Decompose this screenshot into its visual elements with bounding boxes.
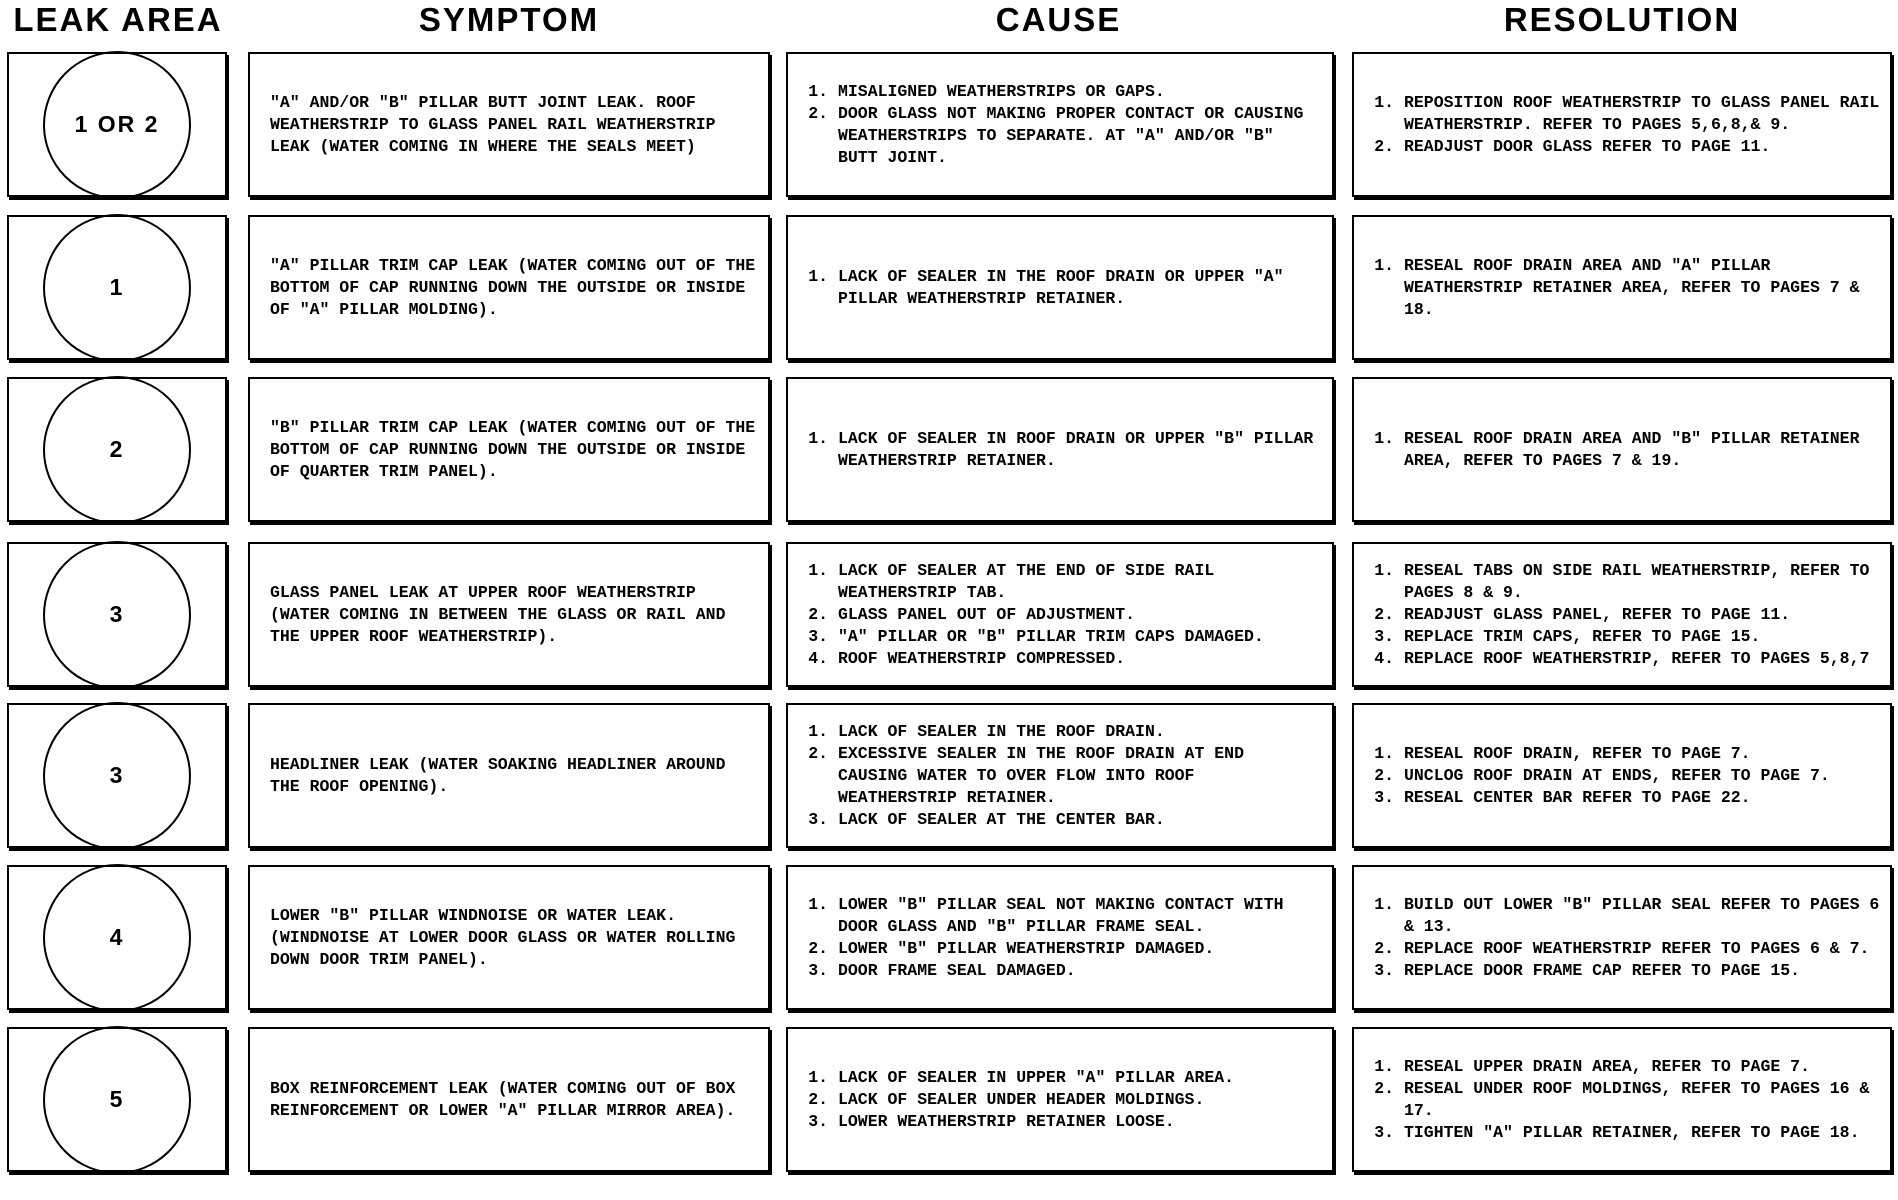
symptom-text: "A" PILLAR TRIM CAP LEAK (WATER COMING OUT OF THE BOTTOM OF CAP RUNNING DOWN THE OUTSIDE OR INSIDE OF "A" PILLAR MOLDING). (270, 255, 766, 319)
cause-item: 3. "A" PILLAR OR "B" PILLAR TRIM CAPS DAMAGED. (838, 626, 1322, 648)
resolution-list (1374, 92, 1880, 158)
cause-cell (786, 377, 1334, 522)
cause-cell (786, 215, 1334, 360)
cause-cell (786, 542, 1334, 687)
resolution-item: 1. RESEAL ROOF DRAIN, REFER TO PAGE 7. (1404, 743, 1830, 765)
resolution-item: 2. READJUST DOOR GLASS REFER TO PAGE 11. (1404, 136, 1880, 158)
resolution-cell (1352, 52, 1892, 197)
leak-area-circle: 3 (43, 702, 191, 850)
resolution-item: 4. REPLACE ROOF WEATHERSTRIP, REFER TO PAGES 5,8,7 (1404, 648, 1880, 670)
cause-list (808, 1067, 1234, 1133)
cause-item: 3. LOWER WEATHERSTRIP RETAINER LOOSE. (838, 1111, 1234, 1133)
resolution-item: 3. REPLACE DOOR FRAME CAP REFER TO PAGE 15. (1404, 960, 1880, 982)
cause-item: 2. EXCESSIVE SEALER IN THE ROOF DRAIN AT END CAUSING WATER TO OVER FLOW INTO ROOF WEATHERSTRIP RETAINER. (838, 743, 1322, 809)
symptom-text: "B" PILLAR TRIM CAP LEAK (WATER COMING OUT OF THE BOTTOM OF CAP RUNNING DOWN THE OUTSIDE OR INSIDE OF QUARTER TRIM PANEL). (270, 417, 766, 481)
symptom-text: GLASS PANEL LEAK AT UPPER ROOF WEATHERSTRIP (WATER COMING IN BETWEEN THE GLASS OR RAIL AND THE UPPER ROOF WEATHERSTRIP). (270, 582, 736, 646)
resolution-list (1374, 894, 1880, 982)
resolution-list (1374, 428, 1880, 472)
symptom-cell (248, 542, 770, 687)
resolution-item: 2. READJUST GLASS PANEL, REFER TO PAGE 11. (1404, 604, 1880, 626)
leak-area-cell (7, 52, 227, 197)
cause-item: 3. LACK OF SEALER AT THE CENTER BAR. (838, 809, 1322, 831)
leak-area-cell (7, 865, 227, 1010)
resolution-item: 1. RESEAL TABS ON SIDE RAIL WEATHERSTRIP, REFER TO PAGES 8 & 9. (1404, 560, 1880, 604)
resolution-item: 1. BUILD OUT LOWER "B" PILLAR SEAL REFER TO PAGES 6 & 13. (1404, 894, 1880, 938)
symptom-cell (248, 1027, 770, 1172)
cause-list (808, 428, 1322, 472)
leak-area-circle: 3 (43, 541, 191, 689)
cause-list (808, 721, 1322, 831)
resolution-cell (1352, 1027, 1892, 1172)
resolution-cell (1352, 865, 1892, 1010)
cause-list (808, 81, 1322, 169)
cause-cell (786, 703, 1334, 848)
resolution-item: 2. REPLACE ROOF WEATHERSTRIP REFER TO PAGES 6 & 7. (1404, 938, 1880, 960)
leak-area-circle: 2 (43, 376, 191, 524)
cause-item: 2. LACK OF SEALER UNDER HEADER MOLDINGS. (838, 1089, 1234, 1111)
leak-area-circle: 1 OR 2 (43, 51, 191, 199)
header-resolution: RESOLUTION (1503, 1, 1741, 38)
cause-item: 2. GLASS PANEL OUT OF ADJUSTMENT. (838, 604, 1322, 626)
resolution-list (1374, 560, 1880, 670)
resolution-item: 3. RESEAL CENTER BAR REFER TO PAGE 22. (1404, 787, 1830, 809)
leak-area-circle: 1 (43, 214, 191, 362)
symptom-cell (248, 52, 770, 197)
symptom-text: HEADLINER LEAK (WATER SOAKING HEADLINER AROUND THE ROOF OPENING). (270, 754, 736, 796)
leak-area-circle: 5 (43, 1026, 191, 1174)
resolution-item: 2. UNCLOG ROOF DRAIN AT ENDS, REFER TO PAGE 7. (1404, 765, 1830, 787)
cause-item: 1. LACK OF SEALER IN THE ROOF DRAIN OR UPPER "A" PILLAR WEATHERSTRIP RETAINER. (838, 266, 1322, 310)
cause-list (808, 894, 1322, 982)
header-cause: CAUSE (995, 1, 1122, 38)
symptom-cell (248, 377, 770, 522)
symptom-text: "A" AND/OR "B" PILLAR BUTT JOINT LEAK. ROOF WEATHERSTRIP TO GLASS PANEL RAIL WEATHERSTRIP LEAK (WATER COMING IN WHERE THE SEALS MEET) (270, 92, 726, 156)
leak-area-cell (7, 542, 227, 687)
resolution-list (1374, 255, 1880, 321)
leak-area-cell (7, 215, 227, 360)
cause-item: 2. LOWER "B" PILLAR WEATHERSTRIP DAMAGED. (838, 938, 1322, 960)
symptom-cell (248, 215, 770, 360)
cause-item: 1. MISALIGNED WEATHERSTRIPS OR GAPS. (838, 81, 1322, 103)
cause-list (808, 266, 1322, 310)
cause-item: 2. DOOR GLASS NOT MAKING PROPER CONTACT OR CAUSING WEATHERSTRIPS TO SEPARATE. AT "A" AND/OR "B" BUTT JOINT. (838, 103, 1322, 169)
header-leak-area: LEAK AREA (13, 1, 223, 38)
leak-area-cell (7, 1027, 227, 1172)
cause-item: 1. LACK OF SEALER IN UPPER "A" PILLAR AREA. (838, 1067, 1234, 1089)
header-symptom: SYMPTOM (418, 1, 600, 38)
cause-item: 1. LOWER "B" PILLAR SEAL NOT MAKING CONTACT WITH DOOR GLASS AND "B" PILLAR FRAME SEAL. (838, 894, 1322, 938)
cause-item: 1. LACK OF SEALER AT THE END OF SIDE RAIL WEATHERSTRIP TAB. (838, 560, 1322, 604)
symptom-cell (248, 703, 770, 848)
resolution-item: 3. TIGHTEN "A" PILLAR RETAINER, REFER TO PAGE 18. (1404, 1122, 1880, 1144)
symptom-cell (248, 865, 770, 1010)
symptom-text: BOX REINFORCEMENT LEAK (WATER COMING OUT OF BOX REINFORCEMENT OR LOWER "A" PILLAR MIRROR AREA). (270, 1078, 746, 1120)
cause-item: 1. LACK OF SEALER IN THE ROOF DRAIN. (838, 721, 1322, 743)
resolution-list (1374, 1056, 1880, 1144)
leak-area-circle: 4 (43, 864, 191, 1012)
resolution-cell (1352, 703, 1892, 848)
cause-list (808, 560, 1322, 670)
cause-item: 4. ROOF WEATHERSTRIP COMPRESSED. (838, 648, 1322, 670)
resolution-cell (1352, 542, 1892, 687)
resolution-list (1374, 743, 1830, 809)
resolution-cell (1352, 377, 1892, 522)
symptom-text: LOWER "B" PILLAR WINDNOISE OR WATER LEAK. (WINDNOISE AT LOWER DOOR GLASS OR WATER ROLLING DOWN DOOR TRIM PANEL). (270, 905, 746, 969)
leak-area-cell (7, 377, 227, 522)
resolution-item: 1. RESEAL ROOF DRAIN AREA AND "A" PILLAR WEATHERSTRIP RETAINER AREA, REFER TO PAGES 7 & 18. (1404, 255, 1880, 321)
cause-cell (786, 52, 1334, 197)
resolution-item: 2. RESEAL UNDER ROOF MOLDINGS, REFER TO PAGES 16 & 17. (1404, 1078, 1880, 1122)
resolution-item: 1. RESEAL UPPER DRAIN AREA, REFER TO PAGE 7. (1404, 1056, 1880, 1078)
resolution-cell (1352, 215, 1892, 360)
resolution-item: 1. RESEAL ROOF DRAIN AREA AND "B" PILLAR RETAINER AREA, REFER TO PAGES 7 & 19. (1404, 428, 1880, 472)
cause-item: 1. LACK OF SEALER IN ROOF DRAIN OR UPPER "B" PILLAR WEATHERSTRIP RETAINER. (838, 428, 1322, 472)
cause-item: 3. DOOR FRAME SEAL DAMAGED. (838, 960, 1322, 982)
cause-cell (786, 865, 1334, 1010)
cause-cell (786, 1027, 1334, 1172)
resolution-item: 3. REPLACE TRIM CAPS, REFER TO PAGE 15. (1404, 626, 1880, 648)
leak-area-cell (7, 703, 227, 848)
resolution-item: 1. REPOSITION ROOF WEATHERSTRIP TO GLASS PANEL RAIL WEATHERSTRIP. REFER TO PAGES 5,6,8,& 9. (1404, 92, 1880, 136)
